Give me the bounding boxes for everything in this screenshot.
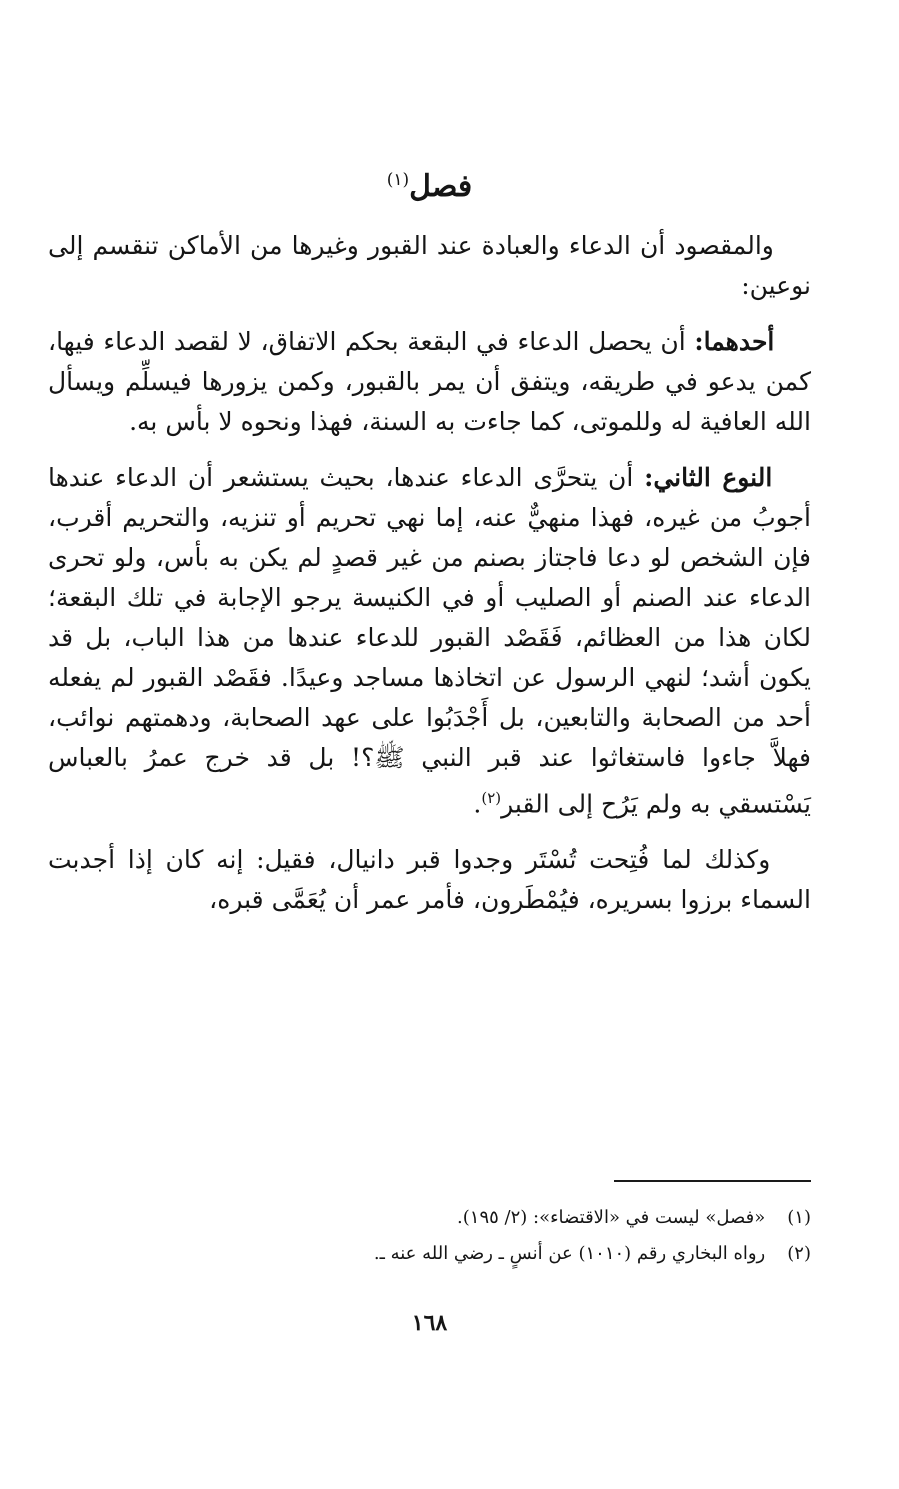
paragraph-intro-text: والمقصود أن الدعاء والعبادة عند القبور وغيرها من الأماكن تنقسم إلى نوعين: [48,231,811,300]
paragraph-second-type [48,458,811,824]
footnote-1-number: (١) [787,1207,811,1228]
first-type-label: أحدهما: [694,327,775,356]
paragraph-daniel-text: وكذلك لما فُتِحت تُسْتَر وجدوا قبر دانيال، فقيل: إنه كان إذا أجدبت السماء برزوا بسريره، فيُمْطَرون، فأمر عمر أن يُعَمَّى قبره، [48,845,811,915]
heading-footnote-marker: (١) [386,170,410,190]
footnote-2 [48,1236,811,1272]
footnote-2-text: رواه البخاري رقم (١٠١٠) عن أنسٍ ـ رضي الله عنه ـ. [373,1243,766,1264]
paragraph-intro [48,226,811,306]
footnote-ref-2: (٢) [481,789,502,807]
second-type-text: أن يتحرَّى الدعاء عندها، بحيث يستشعر أن الدعاء عندها أجوبُ من غيره، فهذا منهيٌّ عنه، إما نهي تحريم أو تنزيه، والتحريم أقرب، فإن الشخص لو دعا فاجتاز بصنم من غير قصدٍ لم يكن به بأس، ولو تحرى الدعاء عند الصنم أو الصليب أو في الكنيسة يرجو الإجابة في تلك البقعة؛ لكان هذا من العظائم، فَقَصْد القبور للدعاء عندها من هذا الباب، بل قد يكون أشد؛ لنهي الرسول عن اتخاذها مساجد وعيدًا. فقَصْد القبور لم يفعله أحد من الصحابة والتابعين، بل أَجْدَبُوا على عهد الصحابة، ودهمتهم نوائب، فهلاَّ جاءوا فاستغاثوا عند قبر النبي ﷺ؟! بل قد خرج عمرُ بالعباس يَسْتسقي به ولم يَرُح إلى القبر [48,463,811,819]
footnote-1 [48,1200,811,1236]
second-type-end: . [473,789,482,819]
footnote-divider [614,1180,811,1182]
footnote-1-text: «فصل» ليست في «الاقتضاء»: (٢/ ١٩٥). [457,1207,766,1228]
book-page [48,0,811,1489]
page-number: ١٦٨ [411,1310,448,1336]
footnotes [48,1200,811,1272]
paragraph-daniel [48,840,811,920]
first-type-text: أن يحصل الدعاء في البقعة بحكم الاتفاق، لا لقصد الدعاء فيها، كمن يدعو في طريقه، ويتفق أن يمر بالقبور، وكمن يزورها فيسلِّم ويسأل الله العافية له وللموتى، كما جاءت به السنة، فهذا ونحوه لا بأس به. [48,327,811,436]
paragraph-first-type [48,322,811,442]
section-title: فصل [409,169,473,204]
footnote-2-number: (٢) [787,1243,811,1264]
main-text [48,226,811,936]
second-type-label: النوع الثاني: [644,463,773,492]
section-heading [48,158,811,209]
